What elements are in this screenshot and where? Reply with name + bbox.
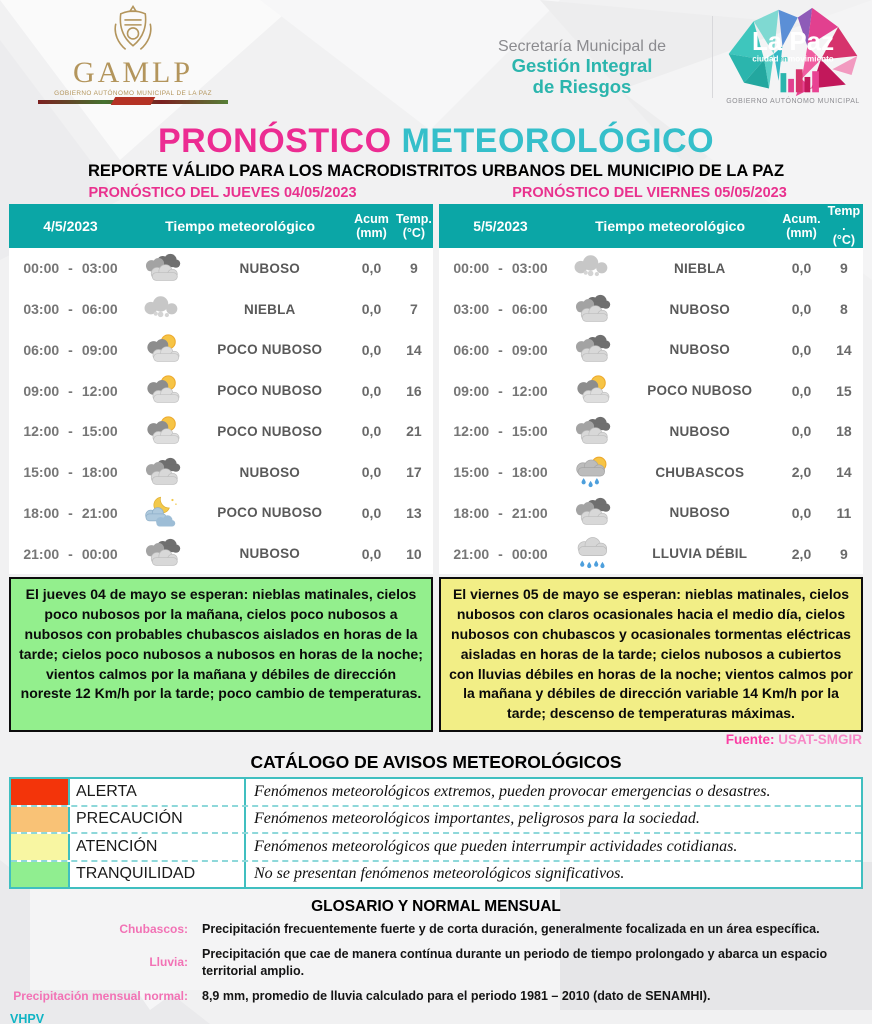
alert-level-desc: No se presentan fenómenos meteorológicos significativos. [254, 865, 625, 883]
lapaz-mosaic-icon [720, 4, 866, 100]
time-range: 09:00 - 12:00 [23, 382, 118, 399]
lapaz-logo [720, 4, 866, 105]
alert-level-swatch [11, 807, 70, 833]
forecast-row [439, 289, 863, 330]
cloudy-icon [132, 536, 191, 571]
forecast-row [9, 452, 433, 493]
forecast-row [9, 330, 433, 371]
temp-value: 14 [836, 341, 852, 358]
glossary-term: Chubascos: [119, 922, 188, 937]
temp-value: 18 [836, 423, 852, 440]
forecast-row [9, 289, 433, 330]
weather-desc: CHUBASCOS [655, 464, 745, 480]
header-temp: Temp . (°C) [827, 204, 861, 248]
catalog-row [11, 779, 861, 805]
precip-value: 0,0 [361, 382, 382, 399]
source-note [10, 732, 862, 750]
time-range: 21:00 - 00:00 [23, 545, 118, 562]
temp-value: 15 [836, 382, 852, 399]
catalog-row [11, 832, 861, 860]
time-range: 00:00 - 03:00 [453, 260, 548, 277]
time-range: 03:00 - 06:00 [453, 301, 548, 318]
time-range: 06:00 - 09:00 [453, 341, 548, 358]
temp-value: 9 [409, 260, 418, 277]
page-title-part1: PRONÓSTICO [157, 122, 392, 160]
weather-desc: POCO NUBOSO [217, 423, 323, 439]
time-range: 18:00 - 21:00 [23, 504, 118, 521]
time-range: 15:00 - 18:00 [453, 464, 548, 481]
weather-desc: POCO NUBOSO [217, 342, 323, 358]
alert-level-swatch [11, 862, 70, 888]
precip-value: 0,0 [361, 545, 382, 562]
weather-desc: NIEBLA [244, 301, 296, 317]
partly-sunny-icon [132, 414, 191, 449]
precip-value: 0,0 [791, 301, 812, 318]
partly-sunny-icon [132, 332, 191, 367]
weather-desc: POCO NUBOSO [647, 383, 753, 399]
temp-value: 13 [406, 504, 422, 521]
temp-value: 16 [406, 382, 422, 399]
forecast-titles [9, 185, 863, 201]
forecast-row [9, 533, 433, 574]
gamlp-ribbon [38, 100, 228, 104]
lapaz-title: La Paz [751, 28, 835, 57]
cloudy-icon [562, 414, 621, 449]
weather-desc: NUBOSO [239, 464, 300, 480]
forecast-title-friday: PRONÓSTICO DEL VIERNES 05/05/2023 [512, 185, 787, 201]
precip-value: 0,0 [361, 301, 382, 318]
forecast-row [439, 533, 863, 574]
gamlp-logo [38, 4, 228, 104]
forecast-table-friday [439, 204, 863, 574]
header-acum: Acum. (mm) [782, 211, 821, 240]
forecast-tables [9, 204, 863, 574]
forecast-table-thursday [9, 204, 433, 574]
lapaz-caption: GOBIERNO AUTÓNOMO MUNICIPAL [726, 98, 860, 105]
gamlp-crest-icon [106, 4, 160, 58]
header-date: 5/5/2023 [473, 218, 528, 234]
alert-level-desc: Fenómenos meteorológicos importantes, peligrosos para la sociedad. [254, 810, 700, 828]
report-subtitle: REPORTE VÁLIDO PARA LOS MACRODISTRITOS URBANOS DEL MUNICIPIO DE LA PAZ [87, 162, 785, 180]
source-value: USAT-SMGIR [778, 732, 862, 748]
precip-value: 2,0 [791, 464, 812, 481]
secretaria-line2: Gestión Integral [511, 54, 653, 76]
secretaria-text [462, 38, 702, 97]
time-range: 03:00 - 06:00 [23, 301, 118, 318]
cloudy-icon [562, 495, 621, 530]
glossary-definition: Precipitación frecuentemente fuerte y de corta duración, generalmente focalizada en un área específica. [202, 922, 820, 937]
glossary-row [10, 988, 846, 1006]
catalog-title: CATÁLOGO DE AVISOS METEOROLÓGICOS [250, 752, 622, 773]
weather-desc: POCO NUBOSO [217, 383, 323, 399]
temp-value: 14 [836, 464, 852, 481]
alert-level-desc: Fenómenos meteorológicos que pueden interrumpir actividades cotidianas. [254, 837, 738, 855]
lapaz-tag-3: movimiento [788, 54, 834, 64]
temp-value: 21 [406, 423, 422, 440]
fog-icon [132, 292, 191, 327]
cloudy-icon [562, 332, 621, 367]
precip-value: 0,0 [361, 423, 382, 440]
precip-value: 0,0 [791, 423, 812, 440]
alert-level-label: ATENCIÓN [70, 834, 246, 860]
weather-desc: NUBOSO [239, 546, 300, 562]
time-range: 09:00 - 12:00 [453, 382, 548, 399]
temp-value: 8 [839, 301, 848, 318]
header [0, 0, 872, 118]
precip-value: 2,0 [791, 545, 812, 562]
precip-value: 0,0 [361, 504, 382, 521]
fog-icon [562, 251, 621, 286]
rain-icon [562, 536, 621, 571]
glossary-title: GLOSARIO Y NORMAL MENSUAL [311, 898, 561, 916]
temp-value: 11 [836, 504, 852, 521]
temp-value: 7 [409, 301, 418, 318]
alert-level-label: PRECAUCIÓN [70, 807, 246, 833]
cloudy-icon [132, 251, 191, 286]
header-acum: Acum (mm) [354, 211, 389, 240]
weather-desc: NUBOSO [239, 260, 300, 276]
temp-value: 10 [406, 545, 422, 562]
svg-text:ciudadenmovimiento [752, 55, 834, 64]
glossary-row [10, 946, 846, 981]
table-header [439, 204, 863, 248]
forecast-row [9, 493, 433, 534]
weather-desc: LLUVIA DÉBIL [652, 546, 748, 562]
header-weather: Tiempo meteorológico [165, 218, 315, 234]
temp-value: 17 [406, 464, 422, 481]
precip-value: 0,0 [361, 341, 382, 358]
lapaz-tag-2: en [778, 54, 789, 64]
time-range: 00:00 - 03:00 [23, 260, 118, 277]
time-range: 12:00 - 15:00 [23, 423, 118, 440]
header-date: 4/5/2023 [43, 218, 98, 234]
precip-value: 0,0 [361, 464, 382, 481]
cloudy-icon [562, 292, 621, 327]
lapaz-tag-1: ciudad [752, 54, 779, 64]
forecast-row [9, 411, 433, 452]
forecast-title-thursday: PRONÓSTICO DEL JUEVES 04/05/2023 [88, 185, 357, 201]
temp-value: 9 [839, 545, 848, 562]
glossary [10, 921, 846, 1005]
alert-level-swatch [11, 779, 70, 805]
temp-value: 9 [839, 260, 848, 277]
forecast-row [439, 452, 863, 493]
partly-sunny-icon [562, 373, 621, 408]
weather-desc: NIEBLA [674, 260, 726, 276]
author-initials: VHPV [10, 1012, 45, 1024]
alert-level-label: ALERTA [70, 779, 246, 805]
forecast-row [439, 411, 863, 452]
glossary-definition: 8,9 mm, promedio de lluvia calculado para el periodo 1981 – 2010 (dato de SENAMHI). [202, 988, 711, 1003]
precip-value: 0,0 [791, 504, 812, 521]
secretaria-line1: Secretaría Municipal de [497, 38, 667, 55]
time-range: 12:00 - 15:00 [453, 423, 548, 440]
precip-value: 0,0 [791, 382, 812, 399]
forecast-row [439, 330, 863, 371]
forecast-row [9, 248, 433, 289]
alert-level-label: TRANQUILIDAD [70, 862, 246, 888]
precip-value: 0,0 [791, 341, 812, 358]
summary-friday: El viernes 05 de mayo se esperan: nieblas matinales, cielos nubosos con claros ocasionales hacia el medio día, cielos nubosos con chubascos y ocasionales tormentas eléctricas aisladas en horas de la tarde; cielos nubosos a cubiertos con lluvias débiles en horas de la noche; vientos calmos por la mañana y débiles de dirección variable 14 Km/h por la tarde; descenso de temperaturas máximas. [439, 577, 863, 732]
weather-desc: NUBOSO [669, 342, 730, 358]
forecast-summaries [9, 577, 863, 732]
page-title [0, 122, 872, 161]
forecast-row [439, 493, 863, 534]
gamlp-acronym: GAMLP [72, 56, 193, 89]
glossary-term: Lluvia: [149, 955, 188, 970]
glossary-definition: Precipitación que cae de manera contínua durante un periodo de tiempo prolongado y abarca un espacio territorial amplio. [202, 946, 828, 979]
weather-desc: NUBOSO [669, 505, 730, 521]
source-label: Fuente: [725, 732, 775, 748]
header-temp: Temp. (°C) [395, 211, 432, 240]
catalog-table [9, 777, 863, 889]
gamlp-caption: GOBIERNO AUTÓNOMO MUNICIPAL DE LA PAZ [54, 90, 212, 97]
header-weather: Tiempo meteorológico [595, 218, 745, 234]
time-range: 06:00 - 09:00 [23, 341, 118, 358]
partly-sunny-icon [132, 373, 191, 408]
time-range: 15:00 - 18:00 [23, 464, 118, 481]
forecast-row [439, 248, 863, 289]
partly-moon-icon [132, 495, 191, 530]
alert-level-desc: Fenómenos meteorológicos extremos, pueden provocar emergencias o desastres. [254, 782, 771, 800]
weather-desc: POCO NUBOSO [217, 505, 323, 521]
glossary-term: Precipitación mensual normal: [13, 988, 188, 1003]
precip-value: 0,0 [791, 260, 812, 277]
weather-desc: NUBOSO [669, 301, 730, 317]
header-divider [712, 16, 713, 98]
showers-icon [562, 455, 621, 490]
page-title-part2: METEOROLÓGICO [391, 122, 715, 160]
forecast-row [439, 370, 863, 411]
cloudy-icon [132, 455, 191, 490]
glossary-row [10, 921, 846, 939]
time-range: 21:00 - 00:00 [453, 545, 548, 562]
forecast-row [9, 370, 433, 411]
secretaria-line3: de Riesgos [532, 75, 632, 97]
catalog-row [11, 805, 861, 833]
summary-thursday: El jueves 04 de mayo se esperan: nieblas matinales, cielos poco nubosos por la mañana, cielos poco nubosos a nubosos con probables chubascos aislados en horas de la tarde; cielos poco nubosos a nubosos en horas de la noche; vientos calmos por la mañana y débiles de dirección noreste 12 Km/h por la tarde; poco cambio de temperaturas. [9, 577, 433, 732]
temp-value: 14 [406, 341, 422, 358]
time-range: 18:00 - 21:00 [453, 504, 548, 521]
table-header [9, 204, 433, 248]
alert-level-swatch [11, 834, 70, 860]
precip-value: 0,0 [361, 260, 382, 277]
catalog-row [11, 860, 861, 888]
weather-desc: NUBOSO [669, 423, 730, 439]
